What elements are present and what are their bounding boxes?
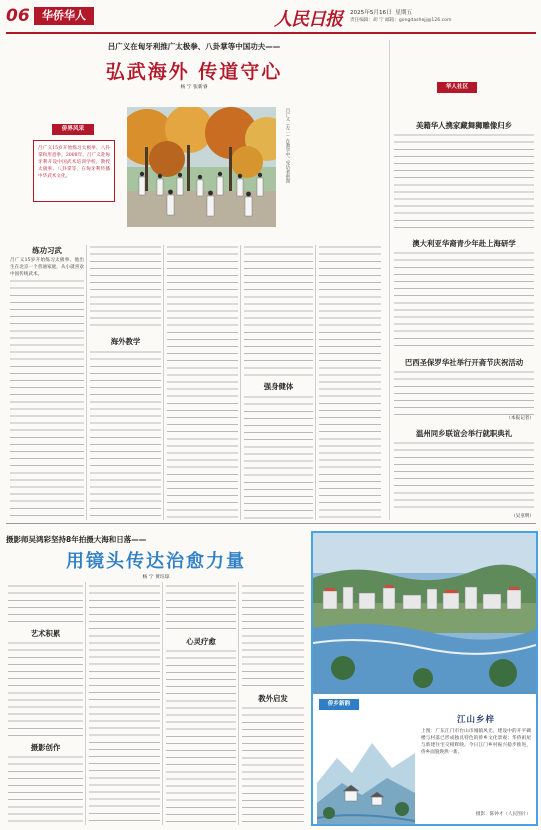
article1-photo — [127, 107, 276, 227]
article1-intro-box — [33, 140, 115, 202]
article2-title: 用镜头传达治愈力量 — [66, 551, 246, 572]
news-body-1 — [394, 133, 534, 233]
masthead-logo: 人民日报 — [274, 9, 342, 30]
photo-feature-box — [311, 531, 538, 826]
article2-col1-text-c — [8, 755, 83, 825]
article1-byline: 杨 宁 张新睿 — [180, 85, 208, 90]
article1-title: 弘武海外 传道守心 — [105, 61, 283, 83]
article2-byline: 杨 宁 黄珏琼 — [142, 575, 170, 580]
article2-col2-text — [89, 584, 160, 825]
news-body-3 — [394, 370, 534, 415]
article1-col2-text-b — [90, 350, 161, 520]
news-title-2: 澳大利亚华裔青少年赴上海研学 — [412, 239, 516, 248]
article1-col2-text — [90, 245, 161, 330]
news-title-3: 巴西圣保罗华社举行开斋节庆祝活动 — [404, 358, 524, 367]
article2-col3-text-b — [166, 649, 236, 825]
news-body-4 — [394, 441, 534, 513]
article2-col1-text-a — [8, 584, 83, 624]
editor-line: 责任编辑：胡 宁 邮箱：gongdashejj@126.com — [350, 18, 452, 23]
section-heading-3: 强身健体 — [263, 382, 294, 391]
right-tag: 华人社区 — [437, 82, 477, 93]
news-tail-4: （吴亚明） — [511, 514, 534, 519]
article1-col4-text — [244, 245, 313, 377]
poem-title: 江山乡梓 — [456, 715, 495, 725]
article1-col3-text — [167, 245, 238, 520]
article1-photo-caption: 吕广义（左一）在教学中。受访者供图 — [285, 108, 290, 183]
section-heading-1: 练功习武 — [32, 246, 62, 255]
news-title-1: 美籍华人携家藏舞狮雕像归乡 — [415, 121, 513, 130]
watercolor-mountain-illustration — [317, 713, 415, 826]
park-taichi-image — [127, 107, 276, 227]
article2-heading-1: 艺术积累 — [30, 629, 61, 638]
article1-intro: 吕广义15岁开始练习太极拳、八卦掌和形意拳，2008年，吕广义赴匈牙利开设中国武术培训学校，教授太极拳、八卦掌等，在匈牙利传播中华武术文化。 — [38, 146, 110, 180]
coastal-town-photo — [313, 533, 536, 694]
article2-col1-text-b — [8, 641, 83, 739]
article2-heading-3: 心灵疗愈 — [186, 637, 216, 646]
article2-kicker: 摄影师吴鸿彩坚持8年拍摄大海和日落—— — [6, 535, 147, 544]
poem-tag: 侨乡新韵 — [319, 699, 359, 710]
header-rule — [6, 32, 536, 34]
news-tail-3: （本报记者） — [506, 416, 534, 421]
page-header — [6, 4, 536, 30]
article2-heading-4: 教外启发 — [258, 694, 288, 703]
news-body-2 — [394, 251, 534, 351]
page-number: 06 — [6, 6, 30, 26]
issue-date: 2025年5月16日 星期五 — [350, 10, 413, 16]
article2-col3-text-a — [166, 584, 236, 634]
news-title-4: 温州同乡联谊会举行就职典礼 — [415, 429, 513, 438]
poem-text: 上图：广东江门市台山市城镇风光，建设中的开平碉楼与村落已形成独具特色的侨乡文化景观；华侨祖屋与新建住宅交相辉映。今日江门乡村振兴稳步推进，侨乡面貌焕然一新。 — [421, 729, 531, 756]
poem-credit: 摄影：陈钟才（人民图片） — [475, 812, 531, 817]
article2-col4-text-b — [242, 706, 304, 825]
section-label: 华侨华人 — [34, 7, 94, 25]
article1-col5-text — [319, 245, 381, 520]
article1-col1-text — [10, 279, 84, 519]
article1-kicker: 吕广义在匈牙利推广太极拳、八卦掌等中国功夫—— — [107, 42, 281, 51]
article2-col4-text — [242, 584, 304, 690]
section-divider — [6, 523, 536, 524]
section-heading-2: 海外教学 — [110, 337, 141, 346]
article1-col4-text-b — [244, 395, 313, 520]
article1-tag: 侨界风采 — [52, 124, 94, 135]
article1-body-opening: 吕广义15岁开始练习太极拳。他出生在北京一个普通家庭，从小就喜欢中国传统武术。 — [10, 258, 84, 278]
article2-heading-2: 摄影创作 — [30, 743, 61, 752]
